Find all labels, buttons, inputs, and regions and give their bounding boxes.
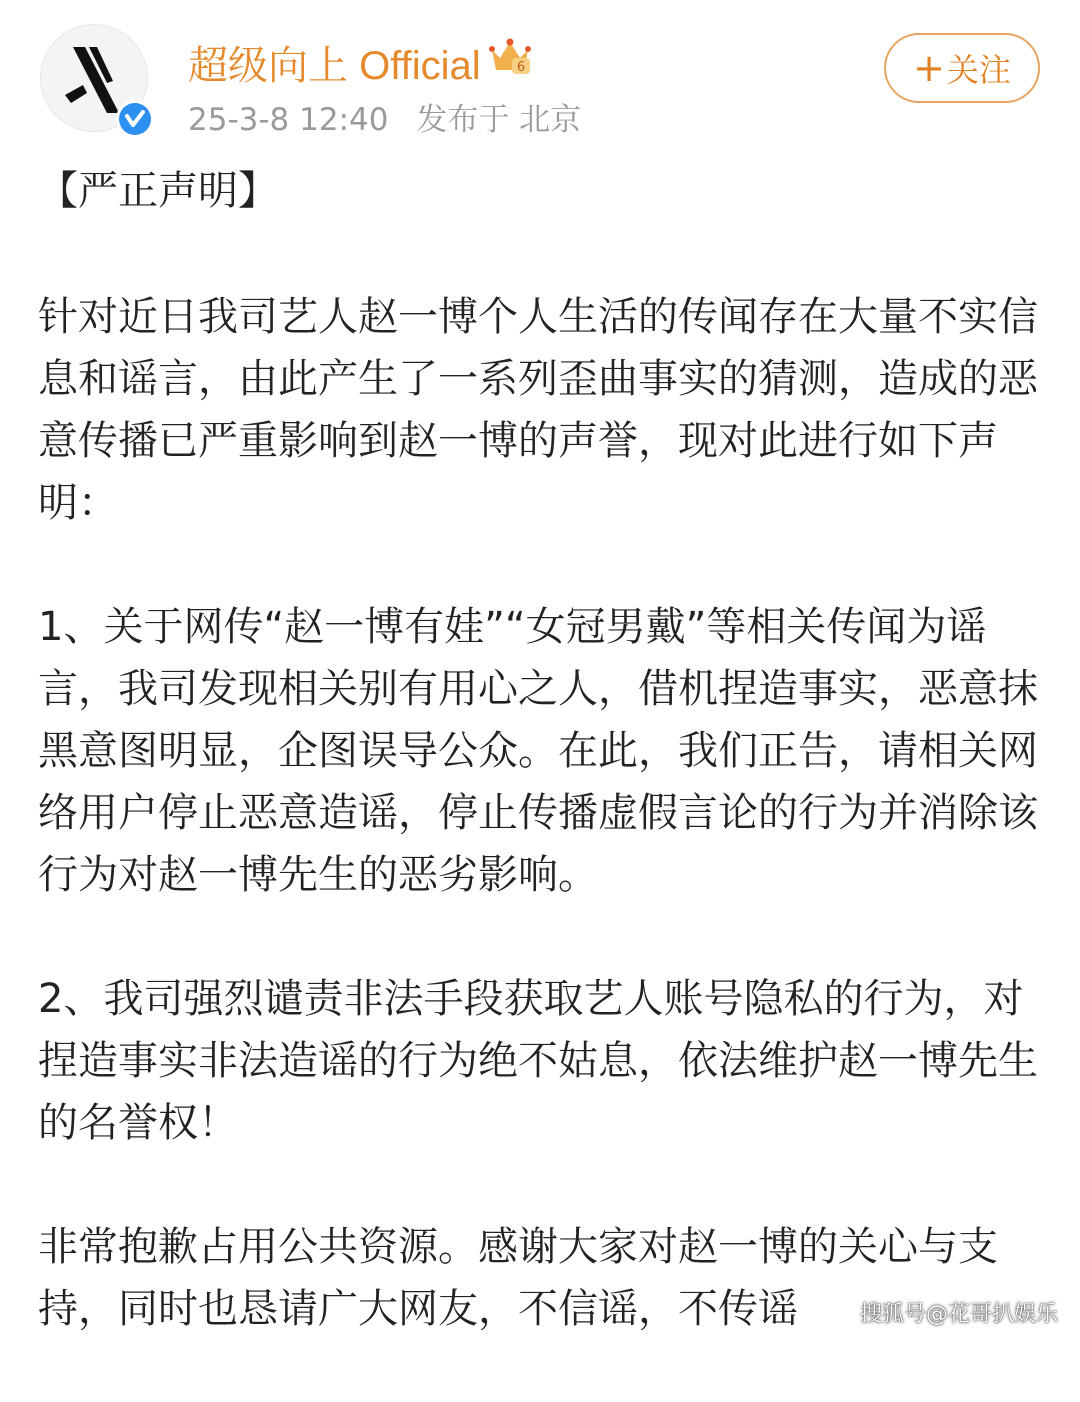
post-paragraph: 1、关于网传“赵一博有娃”“女冠男戴”等相关传闻为谣言，我司发现相关别有用心之人，借机捏造事实，恶意抹黑意图明显，企图误导公众。在此，我们正告，请相关网络用户停止恶意造谣，停止传播虚假言论的行为并消除该行为对赵一博先生的恶劣影响。 <box>38 604 1038 898</box>
crown-level-badge-icon <box>488 36 532 76</box>
follow-label: 关注 <box>946 51 1011 89</box>
post-title: 【严正声明】 <box>38 168 278 214</box>
post-paragraph: 2、我司强烈谴责非法手段获取艺人账号隐私的行为，对捏造事实非法造谣的行为绝不姑息，依法维护赵一博先生的名誉权！ <box>38 976 1038 1146</box>
post-body <box>38 160 1038 1402</box>
verified-badge <box>116 100 154 138</box>
post-paragraph: 非常抱歉占用公共资源。感谢大家对赵一博的关心与支持，同时也恳请广大网友，不信谣，不传谣 <box>38 1224 998 1332</box>
verified-check-icon <box>119 103 151 135</box>
slash-logo-icon <box>63 45 127 115</box>
follow-button[interactable] <box>884 33 1040 103</box>
watermark: 搜狐号@花哥扒娱乐 <box>859 1302 1058 1327</box>
post-meta <box>188 94 581 139</box>
plus-icon: + <box>913 46 945 90</box>
badge-level: 6 <box>516 60 526 75</box>
post-paragraph: 针对近日我司艺人赵一博个人生活的传闻存在大量不实信息和谣言，由此产生了一系列歪曲事实的猜测，造成的恶意传播已严重影响到赵一博的声誉，现对此进行如下声明： <box>38 294 1038 526</box>
account-name[interactable]: 超级向上 Official <box>188 44 481 88</box>
post-location: 发布于 北京 <box>416 102 582 138</box>
post-timestamp: 25-3-8 12:40 <box>188 102 389 138</box>
